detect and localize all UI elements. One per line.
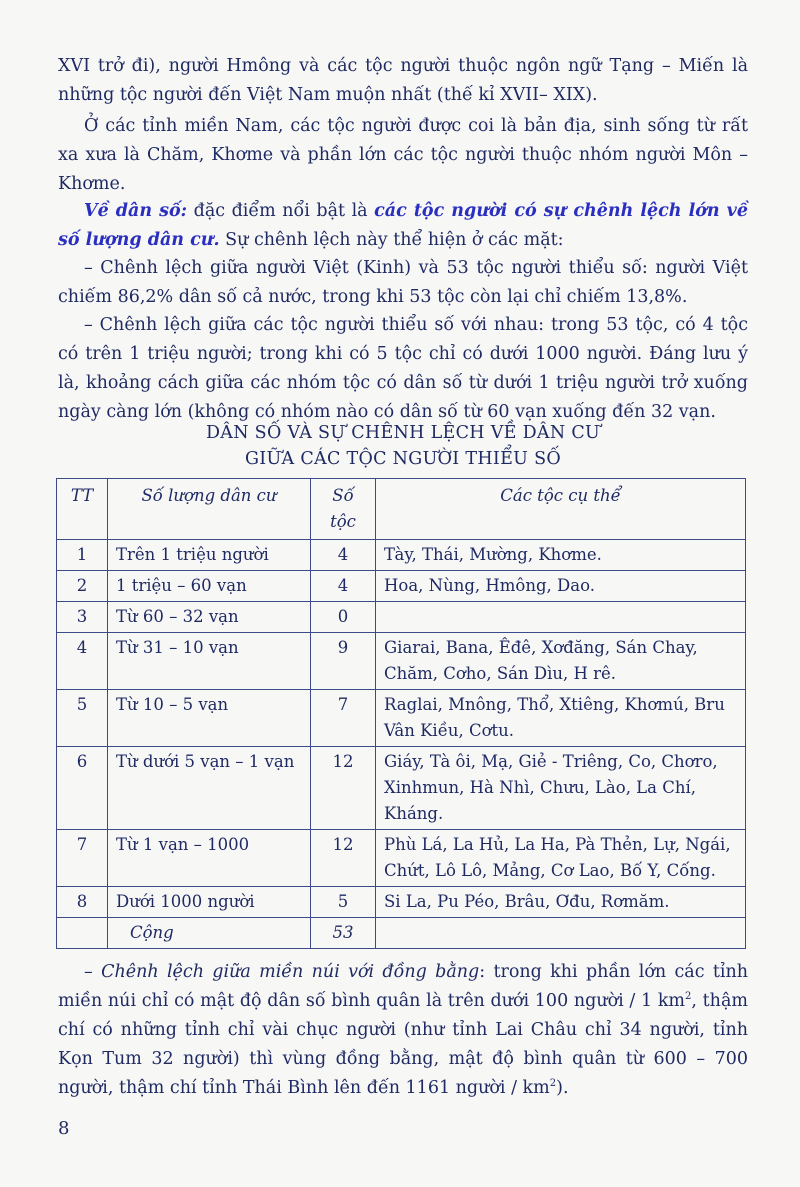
table-total-row	[57, 918, 746, 949]
mountain-delta-body-b: , thậm chí có những tỉnh chỉ vài chục người (như tỉnh Lai Châu chỉ 34 người, tỉnh Kọn Tum 32 người) thì vùng đồng bằng, mật độ bình quân từ 600 – 700 người, thậm chí tỉnh Thái Bình lên đến 1161 người / km	[58, 991, 748, 1098]
cell-tt: 3	[57, 602, 108, 633]
table-row	[57, 747, 746, 830]
table-title-line1: DÂN SỐ VÀ SỰ CHÊNH LỆCH VỀ DÂN CƯ	[205, 423, 601, 443]
paragraph-migration: XVI trở đi), người Hmông và các tộc người thuộc ngôn ngữ Tạng – Miến là những tộc người đến Việt Nam muộn nhất (thế kỉ XVII– XIX).	[58, 56, 748, 105]
page-number: 8	[58, 1118, 70, 1139]
cell-groups: Si La, Pu Péo, Brâu, Ơđu, Rơmăm.	[376, 887, 746, 918]
cell-group-count: 12	[311, 830, 376, 887]
cell-groups	[376, 602, 746, 633]
cell-tt: 4	[57, 633, 108, 690]
paragraph-population-intro	[58, 197, 748, 255]
cell-tt: 7	[57, 830, 108, 887]
paragraph-kinh-vs-minority: – Chênh lệch giữa người Việt (Kinh) và 53 tộc người thiểu số: người Việt chiếm 86,2% dân số cả nước, trong khi 53 tộc còn lại chỉ chiếm 13,8%.	[58, 258, 748, 307]
superscript-1: 2	[685, 991, 692, 1003]
cell-group-count: 5	[311, 887, 376, 918]
cell-group-count: 4	[311, 571, 376, 602]
table-title-line2: GIỮA CÁC TỘC NGƯỜI THIỂU SỐ	[244, 449, 562, 469]
paragraph-mountain-vs-delta	[58, 958, 748, 1103]
header-group-count: Số tộc	[311, 479, 376, 540]
total-value: 53	[311, 918, 376, 949]
paragraph-southern-provinces: Ở các tỉnh miền Nam, các tộc người được coi là bản địa, sinh sống từ rất xa xưa là Chăm, Khơme và phần lớn các tộc người thuộc nhóm người Môn – Khơme.	[58, 116, 748, 194]
cell-group-count: 9	[311, 633, 376, 690]
cell-groups: Raglai, Mnông, Thổ, Xtiêng, Khơmú, Bru Vân Kiều, Cơtu.	[376, 690, 746, 747]
header-tt: TT	[57, 479, 108, 540]
table-header-row	[57, 479, 746, 540]
cell-tt-empty	[57, 918, 108, 949]
table-row	[57, 602, 746, 633]
cell-tt: 2	[57, 571, 108, 602]
cell-groups: Phù Lá, La Hủ, La Ha, Pà Thẻn, Lự, Ngái, Chứt, Lô Lô, Mảng, Cơ Lao, Bố Y, Cống.	[376, 830, 746, 887]
cell-groups: Hoa, Nùng, Hmông, Dao.	[376, 571, 746, 602]
cell-tt: 6	[57, 747, 108, 830]
header-population: Số lượng dân cư	[108, 479, 311, 540]
mountain-delta-body-c: ).	[556, 1078, 569, 1098]
population-emphasis: các tộc người có sự chênh lệch lớn về số lượng dân cư.	[58, 201, 748, 250]
cell-population: Trên 1 triệu người	[108, 540, 311, 571]
cell-group-count: 4	[311, 540, 376, 571]
population-lead: Về dân số:	[84, 201, 188, 221]
cell-group-count: 7	[311, 690, 376, 747]
population-table	[56, 478, 746, 949]
cell-population: Dưới 1000 người	[108, 887, 311, 918]
cell-groups: Tày, Thái, Mường, Khơme.	[376, 540, 746, 571]
cell-population: Từ 31 – 10 vạn	[108, 633, 311, 690]
cell-population: Từ 10 – 5 vạn	[108, 690, 311, 747]
mountain-delta-lead: – Chênh lệch giữa miền núi với đồng bằng	[84, 962, 480, 982]
table-row	[57, 571, 746, 602]
header-groups: Các tộc cụ thể	[376, 479, 746, 540]
paragraph-minority-disparity: – Chênh lệch giữa các tộc người thiểu số với nhau: trong 53 tộc, có 4 tộc có trên 1 triệu người; trong khi có 5 tộc chỉ có dưới 1000 người. Đáng lưu ý là, khoảng cách giữa các nhóm tộc có dân số từ dưới 1 triệu người trở xuống ngày càng lớn (không có nhóm nào có dân số từ 60 vạn xuống đến 32 vạn.	[58, 315, 748, 422]
cell-population: Từ dưới 5 vạn – 1 vạn	[108, 747, 311, 830]
total-label: Cộng	[108, 918, 311, 949]
table-row	[57, 830, 746, 887]
cell-tt: 8	[57, 887, 108, 918]
cell-population: 1 triệu – 60 vạn	[108, 571, 311, 602]
table-row	[57, 690, 746, 747]
table-row	[57, 633, 746, 690]
table-row	[57, 887, 746, 918]
cell-groups-empty	[376, 918, 746, 949]
cell-tt: 5	[57, 690, 108, 747]
population-mid: đặc điểm nổi bật là	[187, 201, 375, 221]
cell-tt: 1	[57, 540, 108, 571]
cell-population: Từ 1 vạn – 1000	[108, 830, 311, 887]
cell-groups: Giáy, Tà ôi, Mạ, Giẻ - Triêng, Co, Chơro, Xinhmun, Hà Nhì, Chưu, Lào, La Chí, Kháng.	[376, 747, 746, 830]
superscript-2: 2	[549, 1078, 557, 1090]
population-tail: Sự chênh lệch này thể hiện ở các mặt:	[219, 230, 564, 250]
cell-group-count: 0	[311, 602, 376, 633]
cell-population: Từ 60 – 32 vạn	[108, 602, 311, 633]
cell-groups: Giarai, Bana, Êđê, Xơđăng, Sán Chay, Chăm, Cơho, Sán Dìu, H rê.	[376, 633, 746, 690]
mountain-delta-body-a: : trong khi phần lớn các tỉnh miền núi chỉ có mật độ dân số bình quân là trên dưới 100 người / 1 km	[58, 962, 748, 1011]
cell-group-count: 12	[311, 747, 376, 830]
table-row	[57, 540, 746, 571]
